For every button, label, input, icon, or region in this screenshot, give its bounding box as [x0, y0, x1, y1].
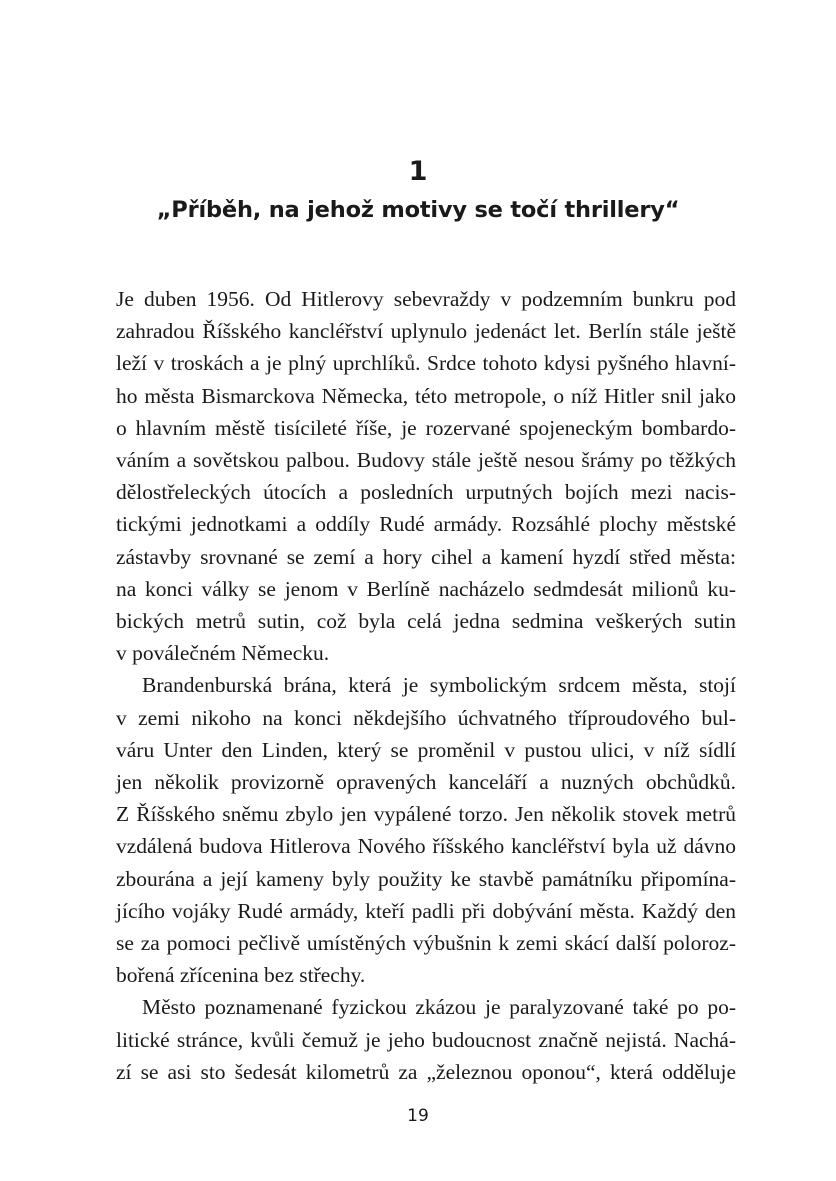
text-line: bických metrů sutin, což byla celá jedna sedmina veškerých sutin [116, 609, 736, 634]
paragraph [116, 283, 736, 669]
paragraph [116, 991, 736, 1088]
text-line: se za pomoci pečlivě umístěných výbušnin k zemi skácí další poloroz- [116, 931, 736, 956]
chapter-number: 1 [408, 156, 428, 187]
text-line: jícího vojáky Rudé armády, kteří padli při dobývání města. Každý den [116, 898, 736, 923]
text-line: ho města Bismarckova Německa, této metropole, o níž Hitler snil jako [116, 383, 736, 408]
text-line: na konci války se jenom v Berlíně nacházelo sedmdesát milionů ku- [116, 576, 736, 601]
text-line: dělostřeleckých útocích a posledních urputných bojích mezi nacis- [116, 480, 736, 505]
text-line: litické stránce, kvůli čemuž je jeho budoucnost značně nejistá. Nachá- [116, 1027, 736, 1052]
text-line: zástavby srovnané se zemí a hory cihel a kamení hyzdí střed města: [116, 544, 736, 569]
text-line: váním a sovětskou palbou. Budovy stále ještě nesou šrámy po těžkých [116, 448, 736, 473]
text-line: Brandenburská brána, která je symbolickým srdcem města, stojí [142, 673, 736, 698]
text-line: v poválečném Německu. [116, 641, 330, 666]
paragraph [116, 669, 736, 991]
text-line: váru Unter den Linden, který se proměnil v pustou ulici, v níž sídlí [116, 737, 736, 762]
text-line: zbourána a její kameny byly použity ke stavbě památníku připomína- [116, 866, 736, 891]
text-line: Město poznamenané fyzickou zkázou je paralyzované také po po- [142, 995, 736, 1020]
text-line: zahradou Říšského kancléřství uplynulo jedenáct let. Berlín stále ještě [116, 319, 736, 344]
text-line: Z Říšského sněmu zbylo jen vypálené torzo. Jen několik stovek metrů [116, 802, 736, 827]
body-text [116, 283, 736, 1088]
page-number: 19 [407, 1106, 429, 1126]
text-line: bořená zřícenina bez střechy. [116, 963, 366, 988]
text-line: zí se asi sto šedesát kilometrů za „železnou oponou“, která odděluje [116, 1059, 736, 1084]
text-line: o hlavním městě tisícileté říše, je rozervané spojeneckým bombardo- [116, 415, 736, 440]
text-line: leží v troskách a je plný uprchlíků. Srdce tohoto kdysi pyšného hlavní- [116, 351, 736, 376]
chapter-title: „Příběh, na jehož motivy se točí thrillery“ [156, 197, 680, 223]
text-line: vzdálená budova Hitlerova Nového říšského kancléřství byla už dávno [116, 834, 736, 859]
text-line: tickými jednotkami a oddíly Rudé armády. Rozsáhlé plochy městské [116, 512, 736, 537]
text-line: v zemi nikoho na konci někdejšího úchvatného tříproudového bul- [116, 705, 736, 730]
text-line: jen několik provizorně opravených kanceláří a nuzných obchůdků. [116, 770, 736, 795]
text-line: Je duben 1956. Od Hitlerovy sebevraždy v podzemním bunkru pod [116, 287, 736, 311]
